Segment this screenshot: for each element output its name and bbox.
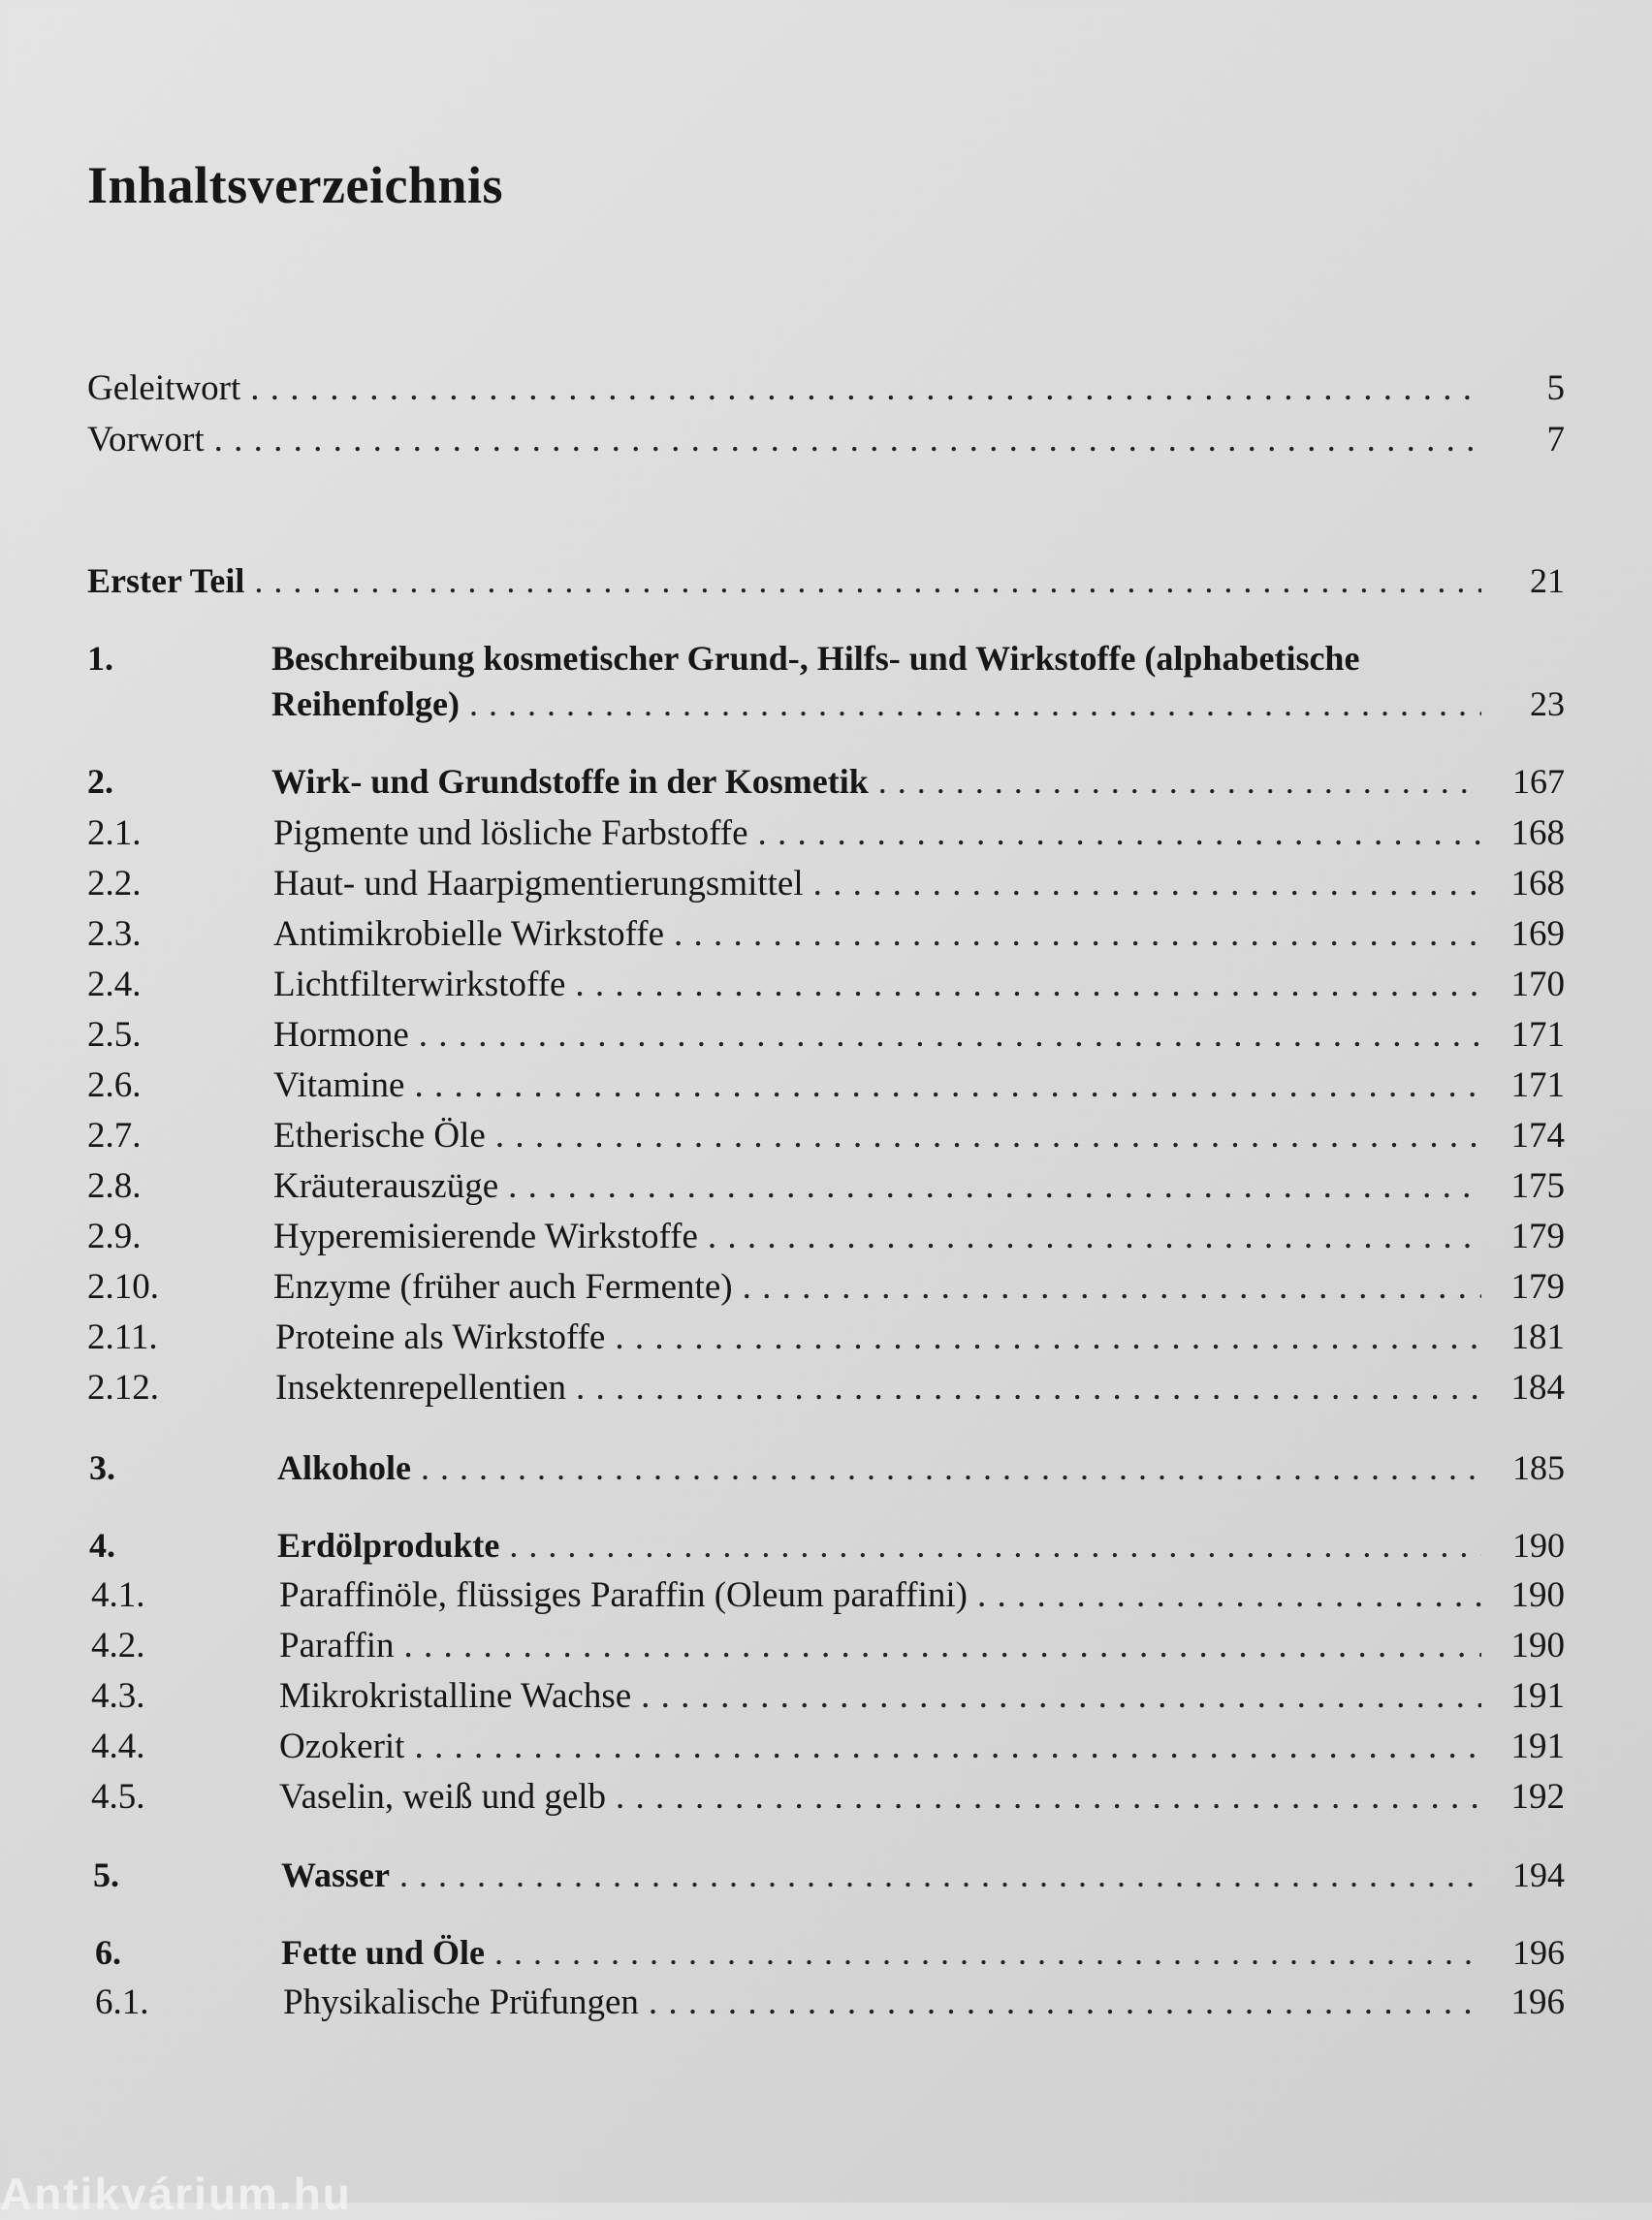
toc-entry-vorwort [0, 415, 1652, 465]
dot-leader [743, 1262, 1481, 1313]
toc-entry-page: 190 [1510, 1575, 1565, 1615]
toc-entry-page: 167 [1512, 762, 1565, 801]
toc-entry-label: Wasser [281, 1855, 390, 1894]
toc-entry-number: 2.10. [87, 1267, 159, 1307]
toc-entry-2-3 [0, 909, 1652, 960]
dot-leader [575, 960, 1481, 1010]
toc-entry-label: Geleitwort [87, 368, 241, 408]
toc-entry-page: 196 [1510, 1982, 1565, 2022]
toc-entry-2-12 [0, 1363, 1652, 1413]
toc-entry-page: 168 [1510, 813, 1565, 853]
toc-entry-page: 185 [1512, 1448, 1565, 1487]
toc-entry-page: 184 [1510, 1368, 1565, 1408]
toc-entry-label: Vorwort [87, 420, 205, 460]
toc-entry-number: 4.3. [91, 1676, 145, 1716]
toc-entry-label: Lichtfilterwirkstoffe [273, 965, 566, 1004]
toc-entry-page: 170 [1510, 965, 1565, 1004]
toc-entry-page: 194 [1512, 1855, 1565, 1894]
toc-entry-6-1 [0, 1978, 1652, 2028]
toc-entry-4-1 [0, 1570, 1652, 1621]
toc-entry-label: Haut- und Haarpigmentierungsmittel [273, 864, 804, 904]
dot-leader [615, 1313, 1481, 1363]
toc-entry-page: 5 [1546, 368, 1565, 408]
toc-entry-6 [0, 1927, 1652, 1978]
dot-leader [758, 809, 1482, 859]
toc-entry-number: 2.6. [87, 1065, 142, 1105]
toc-entry-label: Etherische Öle [273, 1116, 486, 1156]
toc-entry-page: 171 [1510, 1065, 1565, 1105]
toc-entry-label: Erster Teil [87, 561, 245, 600]
dot-leader [813, 859, 1481, 909]
toc-entry-label: Antimikrobielle Wirkstoffe [273, 914, 665, 954]
toc-entry-page: 190 [1510, 1626, 1565, 1665]
toc-entry-number: 2. [87, 762, 113, 801]
toc-entry-label: Insektenrepellentien [275, 1368, 566, 1408]
toc-entry-page: 7 [1546, 420, 1565, 460]
toc-entry-page: 169 [1510, 914, 1565, 954]
toc-entry-page: 175 [1510, 1166, 1565, 1206]
toc-entry-number: 2.2. [87, 864, 142, 904]
toc-entry-erster-teil [0, 555, 1652, 606]
toc-entry-5 [0, 1850, 1652, 1900]
toc-entry-number: 2.1. [87, 813, 142, 853]
toc-entry-number: 2.7. [87, 1116, 142, 1156]
toc-entry-number: 2.4. [87, 965, 142, 1004]
dot-leader [414, 1722, 1481, 1772]
toc-entry-label: Erdölprodukte [277, 1526, 500, 1565]
toc-entry-label: Wirk- und Grundstoffe in der Kosmetik [271, 762, 869, 801]
toc-entry-1 [0, 679, 1652, 729]
toc-entry-label: Vaselin, weiß und gelb [279, 1777, 607, 1817]
toc-entry-2-2 [0, 859, 1652, 909]
toc-entry-page: 191 [1510, 1676, 1565, 1716]
toc-entry-label: Proteine als Wirkstoffe [275, 1317, 606, 1357]
dot-leader [576, 1363, 1481, 1413]
toc-entry-2-1 [0, 809, 1652, 859]
dot-leader [399, 1850, 1481, 1900]
toc-entry-number: 2.3. [87, 914, 142, 954]
toc-entry-3 [0, 1443, 1652, 1493]
toc-entry-2-8 [0, 1161, 1652, 1212]
dot-leader [254, 555, 1481, 606]
toc-entry-number: 2.12. [87, 1368, 159, 1408]
toc-entry-number: 6.1. [95, 1982, 149, 2022]
toc-entry-page: 171 [1510, 1015, 1565, 1055]
toc-entry-number: 2.11. [87, 1317, 158, 1357]
toc-entry-1-line1 [0, 633, 1652, 683]
toc-entry-2-4 [0, 960, 1652, 1010]
toc-entry-2-7 [0, 1111, 1652, 1161]
toc-entry-2-6 [0, 1061, 1652, 1111]
toc-entry-2-9 [0, 1212, 1652, 1262]
toc-entry-label: Pigmente und lösliche Farbstoffe [273, 813, 748, 853]
toc-entry-label: Ozokerit [279, 1727, 405, 1766]
toc-entry-label: Mikrokristalline Wachse [279, 1676, 632, 1716]
toc-entry-label-line1: Beschreibung kosmetischer Grund-, Hilfs- und Wirkstoffe (alphabetische [271, 639, 1360, 678]
toc-entry-number: 6. [95, 1933, 121, 1972]
dot-leader [421, 1443, 1481, 1493]
toc-entry-page: 21 [1530, 561, 1565, 600]
toc-entry-label: Paraffin [279, 1626, 395, 1665]
toc-entry-page: 179 [1510, 1217, 1565, 1256]
dot-leader [214, 415, 1481, 465]
dot-leader [508, 1161, 1481, 1212]
toc-entry-label: Fette und Öle [281, 1933, 485, 1972]
toc-entry-page: 179 [1510, 1267, 1565, 1307]
toc-entry-page: 181 [1510, 1317, 1565, 1357]
dot-leader [641, 1671, 1481, 1722]
toc-entry-label: Hormone [273, 1015, 409, 1055]
toc-entry-number: 4.1. [91, 1575, 145, 1615]
toc-entry-number: 4.5. [91, 1777, 145, 1817]
dot-leader [419, 1010, 1481, 1061]
toc-entry-label: Vitamine [273, 1065, 405, 1105]
toc-entry-2 [0, 756, 1652, 807]
dot-leader [414, 1061, 1481, 1111]
toc-entry-4-2 [0, 1621, 1652, 1671]
toc-entry-label: Kräuterauszüge [273, 1166, 499, 1206]
toc-entry-number: 4.2. [91, 1626, 145, 1665]
dot-leader [649, 1978, 1481, 2028]
dot-leader [878, 756, 1481, 807]
toc-entry-page: 174 [1510, 1116, 1565, 1156]
toc-entry-page: 191 [1510, 1727, 1565, 1766]
toc-entry-page: 192 [1510, 1777, 1565, 1817]
toc-entry-number: 1. [87, 639, 113, 678]
dot-leader [495, 1111, 1481, 1161]
toc-entry-page: 168 [1510, 864, 1565, 904]
dot-leader [494, 1927, 1481, 1978]
toc-entry-number: 5. [93, 1855, 119, 1894]
toc-entry-geleitwort [0, 364, 1652, 414]
dot-leader [469, 679, 1481, 729]
toc-entry-number: 2.5. [87, 1015, 142, 1055]
toc-entry-label: Physikalische Prüfungen [283, 1982, 639, 2022]
toc-entry-number: 4.4. [91, 1727, 145, 1766]
toc-entry-4 [0, 1520, 1652, 1570]
dot-leader [674, 909, 1481, 960]
toc-entry-2-11 [0, 1313, 1652, 1363]
toc-entry-4-5 [0, 1772, 1652, 1823]
toc-entry-page: 23 [1530, 684, 1565, 723]
toc-entry-number: 4. [89, 1526, 115, 1565]
dot-leader [977, 1570, 1481, 1621]
toc-entry-4-3 [0, 1671, 1652, 1722]
toc-entry-label: Hyperemisierende Wirkstoffe [273, 1217, 698, 1256]
toc-entry-number: 2.9. [87, 1217, 142, 1256]
dot-leader [509, 1520, 1481, 1570]
toc-entry-4-4 [0, 1722, 1652, 1772]
dot-leader [616, 1772, 1481, 1823]
toc-entry-label: Alkohole [277, 1448, 412, 1487]
toc-entry-2-10 [0, 1262, 1652, 1313]
toc-entry-number: 2.8. [87, 1166, 142, 1206]
dot-leader [708, 1212, 1481, 1262]
toc-entry-label: Enzyme (früher auch Fermente) [273, 1267, 733, 1307]
toc-entry-number: 3. [89, 1448, 115, 1487]
toc-entry-page: 190 [1512, 1526, 1565, 1565]
watermark: Antikvárium.hu [0, 2169, 352, 2219]
dot-leader [250, 364, 1481, 414]
toc-entry-2-5 [0, 1010, 1652, 1061]
toc-entry-page: 196 [1512, 1933, 1565, 1972]
toc-entry-label: Reihenfolge) [271, 684, 460, 723]
dot-leader [404, 1621, 1482, 1671]
toc-entry-label: Paraffinöle, flüssiges Paraffin (Oleum paraffini) [279, 1575, 968, 1615]
page-title: Inhaltsverzeichnis [87, 156, 504, 214]
